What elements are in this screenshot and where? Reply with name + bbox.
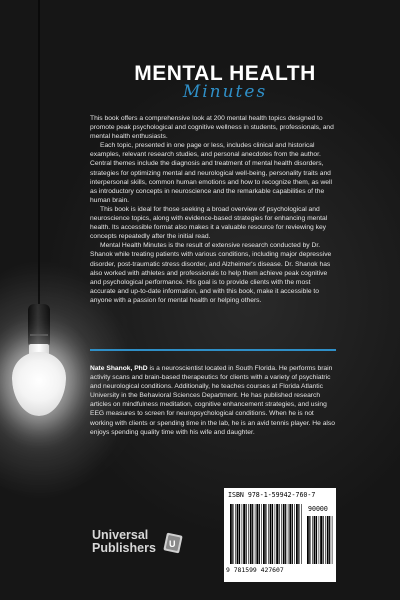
isbn-label: ISBN 978-1-59942-760-7 xyxy=(228,491,316,499)
blurb-paragraph: Mental Health Minutes is the result of extensive research conducted by Dr. Shanok while treating patients with various conditions, including major depressive disorder, post-traumatic stress disorder, and Alzheimer's disease. Dr. Shanok has also worked with athletes and professionals to help them achieve peak cognitive and psychological performance. His goal is to provide clients with the most accurate and up-to-date information, and with this book, make it accessible to anyone with a passion for mental health or helping others. xyxy=(90,242,332,304)
book-description xyxy=(90,114,336,305)
svg-text:U: U xyxy=(169,539,176,549)
barcode-addon-bars xyxy=(307,516,333,564)
blurb-paragraph: Each topic, presented in one page or less, includes clinical and historical examples, relevant research studies, and personal anecdotes from the author. Central themes include the diagnosis and treatment of mental health disorders, strategies for optimizing mental and neurological well-being, personality traits and interpersonal skills, common human emotions and how to recognize them, as well as introductory concepts in neuroscience and the remarkable capabilities of the human brain. xyxy=(90,142,332,204)
author-bio xyxy=(90,364,336,437)
blurb-paragraph: This book is ideal for those seeking a broad overview of psychological and neuroscience topics, along with evidence-based strategies for enhancing mental health. Its accessible format also makes it a valuable resource for reviewing key concepts repeatedly after the initial read. xyxy=(90,205,328,241)
price-code: 90000 xyxy=(308,505,328,513)
publisher-name-line2: Publishers xyxy=(92,541,156,555)
publisher-logo xyxy=(92,529,188,559)
lamp-cord xyxy=(38,0,40,306)
light-bulb-icon xyxy=(12,352,66,416)
publisher-name xyxy=(92,529,156,555)
author-bio-text: is a neuroscientist located in South Florida. He performs brain activity scans and brain-based therapeutics for clients with a variety of psychiatric and neurological conditions. Additionally, he teaches courses at Florida Atlantic University in the Behavioral Sciences Department. He has published research articles on mindfulness meditation, cognitive enhancement strategies, and using EEG measures to screen for neuropsychological conditions. When he is not working with clients or spending time in the lab, he is an avid tennis player. He also enjoys spending quality time with his wife and daughter. xyxy=(90,365,335,436)
barcode-number: 9 781599 427607 xyxy=(226,566,284,574)
barcode-bars xyxy=(230,504,302,564)
lamp-socket xyxy=(28,304,50,346)
book-title: MENTAL HEALTH xyxy=(134,62,316,85)
blurb-paragraph: This book offers a comprehensive look at 200 mental health topics designed to promote peak psychological and cognitive wellness in students, professionals, and mental health enthusiasts. xyxy=(90,115,334,141)
divider xyxy=(90,349,336,351)
author-name: Nate Shanok, PhD xyxy=(90,365,148,372)
book-subtitle: Minutes xyxy=(182,82,268,102)
publisher-mark-icon xyxy=(162,532,184,554)
publisher-name-line1: Universal xyxy=(92,528,149,542)
barcode xyxy=(224,488,336,582)
